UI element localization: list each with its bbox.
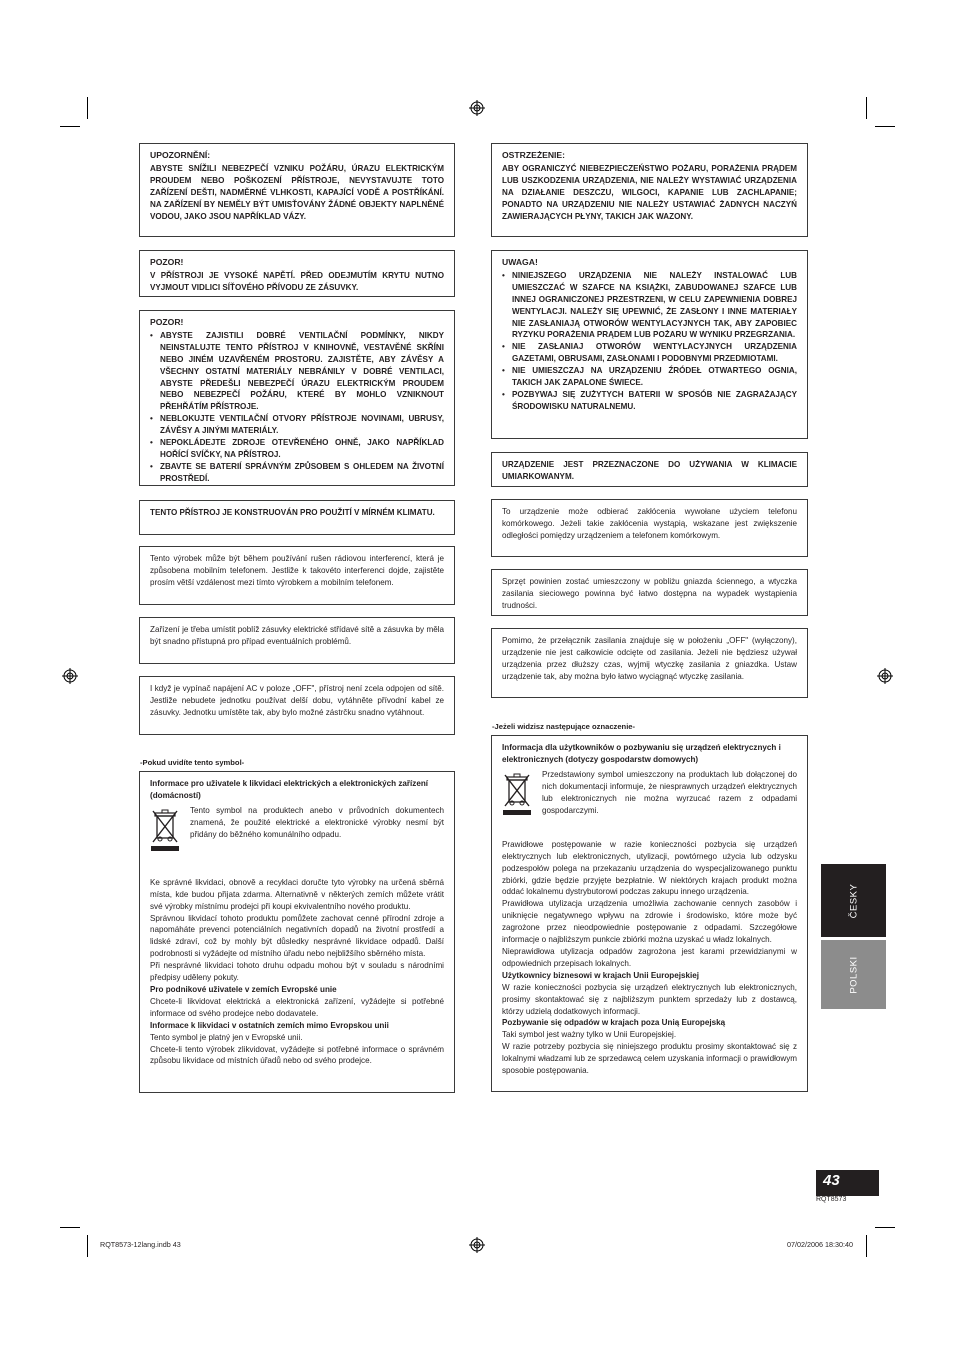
crop-mark <box>60 126 80 127</box>
cz-outlet-box <box>139 617 455 664</box>
cz-symbol-heading: -Pokud uvidíte tento symbol- <box>140 758 245 767</box>
registration-mark-icon <box>877 668 893 684</box>
pl-disposal-intro: Przedstawiony symbol umieszczony na produktach lub dołączonej do nich dokumentacji informuje, że niesprawnych urządzeń elektrycznych lub elektronicznych nie można wyrzucać razem z odpadami gospodarczymi. <box>542 769 797 815</box>
cz-outside-p1: Tento symbol je platný jen v Evropské unii. <box>150 1032 303 1042</box>
cz-pozor-box <box>139 250 455 297</box>
pl-disposal-p1: Prawidłowe postępowanie w razie konieczności pozbycia się urządzeń elektrycznych lub elektronicznych, utylizacji, powtórnego użycia lub odzysku podzespołów polega na przekazaniu urządzenia do wyspecjalizowanego punktu zbiórki, gdzie będzie przyjęte bezpłatnie. W niektórych krajach produkt można oddać lokalnemu dystrybutorowi podczas zakupu innego urządzenia. <box>502 839 797 897</box>
language-tab-cesky-label: ČESKY <box>848 883 859 918</box>
pl-standby-text: Pomimo, że przełącznik zasilania znajduje się w położeniu „OFF" (wyłączony), urządzenie nie jest całkowicie odcięte od zasilania. Jeżeli nie będziesz używał urządzenia przez dłuższy czas, wyjmij wtyczkę zasilania z gniazdka. Ustaw urządzenie tak, aby można było łatwo wyciągnąć wtyczkę zasilania. <box>502 636 797 681</box>
pl-standby-box <box>491 628 808 698</box>
cz-pozor-ventilation-box <box>139 310 455 486</box>
pl-disposal-p3: Nieprawidłowa utylizacja odpadów zagrożona jest karami przewidzianymi w odpowiednich przepisach lokalnych. <box>502 946 797 968</box>
crossed-out-bin-icon <box>502 771 532 817</box>
language-tab-cesky <box>821 864 886 937</box>
pl-uwaga-list <box>502 270 797 413</box>
list-item: • ZBAVTE SE BATERIÍ SPRÁVNÝM ZPŮSOBEM S OHLEDEM NA ŽIVOTNÍ PROSTŘEDÍ. <box>150 461 444 485</box>
crop-mark <box>875 1227 895 1228</box>
cz-disposal-p3: Při nesprávné likvidaci tohoto druhu odpadu mohou být v souladu s národními předpisy uděleny pokuty. <box>150 961 444 983</box>
language-tab-polski-label: POLSKI <box>848 955 859 994</box>
crossed-out-bin-icon <box>150 807 180 853</box>
registration-mark-icon <box>469 100 485 116</box>
list-item: • ABYSTE ZAJISTILI DOBRÉ VENTILAČNÍ PODMÍNKY, NIKDY NEINSTALUJTE TENTO PŘÍSTROJ V KNIHOVNĚ, VESTAVĚNÉ SKŘÍNI NEBO JINÉM UZAVŘENÉM PROSTORU. ZAJISTĚTE, ABY ZÁVĚSY A VŠECHNY OSTATNÍ MATERIÁLY NEBRÁNILY V DOBRÉ VENTILACI, ABYSTE PŘEDEŠLI NEBEZPEČÍ ÚRAZU ELEKTRICKÝM PROUDEM NEBO NEBEZPEČÍ POŽÁRU, KTERÉ BY MOHLO VZNIKNOUT PŘEHŘÁTÍM PŘÍSTROJE. <box>150 330 444 413</box>
pl-outside-p2: W razie potrzeby pozbycia się niniejszego produktu prosimy skontaktować się z lokalnymi władzami lub ze sprzedawcą celem uzyskania informacji o prawidłowym sposobie postępowania. <box>502 1042 797 1076</box>
cz-phone-text: Tento výrobek může být během používání rušen rádiovou interferencí, která je způsobena mobilním telefonem. Jestliže k takovéto interferenci dojde, zajistěte prosím větší vzdálenost mezi tímto výrobkem a mobilním telefonem. <box>150 554 444 587</box>
cz-outside-p2: Chcete-li tento výrobek zlikvidovat, vyžádejte si potřebné informace o správném způsobu likvidace od místních úřadů nebo od svého prodejce. <box>150 1044 444 1066</box>
pl-outside-heading: Pozbywanie się odpadów w krajach poza Unią Europejską <box>502 1018 726 1028</box>
crop-mark <box>875 126 895 127</box>
list-item: • NINIEJSZEGO URZĄDZENIA NIE NALEŻY INSTALOWAĆ LUB UMIESZCZAĆ W SZAFCE NA KSIĄŻKI, ZABUDOWANEJ SZAFCE LUB INNEJ OGRANICZONEJ PRZESTRZENI, W CELU ZAPEWNIENIA DOBREJ WENTYLACJI. NALEŻY SIĘ UPEWNIĆ, ŻE ZASŁONY I INNE MATERIAŁY NIE ZASŁANIAJĄ OTWORÓW WENTYLACYJNYCH TAK, ABY ZAPOBIEC RYZYKU PORAŻENIA PRĄDEM LUB POŻARU W WYNIKU PRZEGRZANIA. <box>502 270 797 341</box>
pl-phone-text: To urządzenie może odbierać zakłócenia wywołane użyciem telefonu komórkowego. Jeżeli takie zakłócenia wystąpią, wskazane jest zwiększenie odległości pomiędzy urządzeniem a telefonem komórkowym. <box>502 507 797 540</box>
cz-warning-text: ABYSTE SNÍŽILI NEBEZPEČÍ VZNIKU POŽÁRU, ÚRAZU ELEKTRICKÝM PROUDEM NEBO POŠKOZENÍ PŘÍSTROJE, NEVYSTAVUJTE TOTO ZAŘÍZENÍ DEŠTI, NADMĚRNÉ VLHKOSTI, KAPAJÍCÍ VODĚ A POSTŘÍKÁNÍ. NA ZAŘÍZENÍ BY NEMĚLY BÝT UMISŤOVÁNY ŽÁDNÉ OBJEKTY NAPLNĚNÉ VODOU, JAKO JSOU NAPŘÍKLAD VÁZY. <box>150 163 444 221</box>
pl-climate-box <box>491 452 808 487</box>
cz-business-heading: Pro podnikové uživatele v zemích Evropské unie <box>150 984 337 994</box>
cz-disposal-box <box>139 771 455 1093</box>
cz-pozor-title: POZOR! <box>150 257 184 267</box>
pl-warning-box <box>491 143 808 237</box>
cz-warning-title: UPOZORNĚNÍ: <box>150 150 211 160</box>
pl-outlet-text: Sprzęt powinien zostać umieszczony w pobliżu gniazda ściennego, a wtyczka zasilania sieciowego powinna być łatwo dostępna na wypadek wystąpienia trudności. <box>502 577 797 610</box>
pl-phone-box <box>491 499 808 557</box>
crop-mark <box>866 1235 867 1257</box>
cz-disposal-p1: Ke správné likvidaci, obnově a recyklaci doručte tyto výrobky na určená sběrná místa, kde budou přijata zdarma. Alternativně v některých zemích můžete vrátit své výrobky místnímu prodejci při koupi ekvivalentního nového produktu. <box>150 877 444 911</box>
language-tab-polski <box>821 940 886 1009</box>
cz-standby-text: I když je vypínač napájení AC v poloze „OFF", přístroj není zcela odpojen od sítě. Jestliže nebudete jednotku používat delší dobu, vytáhněte přívodní kabel ze zásuvky. Jednotku umístěte tak, aby bylo možné zástrčku snadno vytáhnout. <box>150 684 444 717</box>
cz-phone-box <box>139 546 455 605</box>
cz-outside-heading: Informace k likvidaci v ostatních zemích mimo Evropskou unii <box>150 1020 389 1030</box>
registration-mark-icon <box>62 668 78 684</box>
pl-business-text: W razie konieczności pozbycia się urządzeń elektrycznych lub elektronicznych, prosimy skontaktować się z najbliższym punktem sprzedaży lub z dostawcą, którzy udzielą dodatkowych informacji. <box>502 982 797 1016</box>
cz-business-text: Chcete-li likvidovat elektrická a elektronická zařízení, vyžádejte si potřebné informace od svého prodejce nebo dodavatele. <box>150 996 444 1018</box>
cz-pozor-text: V PŘÍSTROJI JE VYSOKÉ NAPĚTÍ. PŘED ODEJMUTÍM KRYTU NUTNO VYJMOUT VIDLICI SÍŤOVÉHO PŘÍVODU ZE ZÁSUVKY. <box>150 270 444 292</box>
registration-mark-icon <box>469 1237 485 1253</box>
cz-pozor-ventilation-title: POZOR! <box>150 317 184 327</box>
cz-standby-box <box>139 676 455 735</box>
cz-disposal-intro: Tento symbol na produktech anebo v průvodních dokumentech znamená, že použité elektrické a elektronické výrobky nesmí být přidány do běžného komunálního odpadu. <box>190 805 444 839</box>
cz-disposal-p2: Správnou likvidací tohoto produktu pomůžete zachovat cenné přírodní zdroje a napomáháte prevenci potenciálních negativních dopadů na životní prostředí a lidské zdraví, což by mohly být důsledky nesprávné likvidace odpadů. Další podrobnosti si vyžádejte od místního úřadu nebo nejbližšího sběrného místa. <box>150 913 444 959</box>
cz-climate-box <box>139 500 455 535</box>
pl-uwaga-title: UWAGA! <box>502 257 538 267</box>
crop-mark <box>60 1227 80 1228</box>
cz-pozor-list <box>150 330 444 485</box>
pl-uwaga-box <box>491 250 808 439</box>
crop-mark <box>87 97 88 119</box>
list-item: • NIE ZASŁANIAJ OTWORÓW WENTYLACYJNYCH URZĄDZENIA GAZETAMI, OBRUSAMI, ZASŁONAMI I PODOBNYMI PRZEDMIOTAMI. <box>502 341 797 365</box>
list-item: • NEBLOKUJTE VENTILAČNÍ OTVORY PŘÍSTROJE NOVINAMI, UBRUSY, ZÁVĚSY A JINÝMI MATERIÁLY. <box>150 413 444 437</box>
crop-mark <box>866 97 867 119</box>
list-item: • NIE UMIESZCZAJ NA URZĄDZENIU ŹRÓDEŁ OTWARTEGO OGNIA, TAKICH JAK ZAPALONE ŚWIECE. <box>502 365 797 389</box>
pl-symbol-heading: -Jeżeli widzisz następujące oznaczenie- <box>492 722 636 731</box>
pl-disposal-p2: Prawidłowa utylizacja urządzenia umożliwia zachowanie cennych zasobów i uniknięcie negatywnego wpływu na zdrowie i środowisko, które może być zagrożone przez nieodpowiednie postępowanie z odpadami. Szczegółowe informacje o najbliższym punkcie zbiórki można uzyskać u władz lokalnych. <box>502 899 797 945</box>
page-code: RQT8573 <box>816 1196 847 1203</box>
pl-outside-p1: Taki symbol jest ważny tylko w Unii Europejskiej. <box>502 1030 677 1040</box>
pl-disposal-title: Informacja dla użytkowników o pozbywaniu się urządzeń elektrycznych i elektronicznych (dotyczy gospodarstw domowych) <box>502 743 781 764</box>
footer-datetime: 07/02/2006 18:30:40 <box>787 1240 853 1249</box>
pl-warning-title: OSTRZEŻENIE: <box>502 150 566 160</box>
cz-climate-text: TENTO PŘÍSTROJ JE KONSTRUOVÁN PRO POUŽITÍ V MÍRNÉM KLIMATU. <box>150 508 435 517</box>
list-item: • NEPOKLÁDEJTE ZDROJE OTEVŘENÉHO OHNĚ, JAKO NAPŘÍKLAD HOŘÍCÍ SVÍČKY, NA PŘÍSTROJ. <box>150 437 444 461</box>
pl-climate-text: URZĄDZENIE JEST PRZEZNACZONE DO UŻYWANIA W KLIMACIE UMIARKOWANYM. <box>502 460 797 481</box>
pl-disposal-box <box>491 735 808 1092</box>
cz-warning-box <box>139 143 455 237</box>
pl-outlet-box <box>491 569 808 616</box>
crop-mark <box>87 1235 88 1257</box>
footer-file: RQT8573-12lang.indb 43 <box>100 1240 181 1249</box>
pl-warning-text: ABY OGRANICZYĆ NIEBEZPIECZEŃSTWO POŻARU, PORAŻENIA PRĄDEM LUB USZKODZENIA URZĄDZENIA, NIE NALEŻY WYSTAWIAĆ URZĄDZENIA NA DZIAŁANIE DESZCZU, WILGOCI, KAPANIE LUB ZACHLAPANIE; PONADTO NA URZĄDZENIU NIE NALEŻY USTAWIAĆ ŻADNYCH NACZYŃ ZAWIERAJĄCYCH PŁYNY, TAKICH JAK WAZONY. <box>502 163 797 221</box>
pl-business-heading: Użytkownicy biznesowi w krajach Unii Europejskiej <box>502 970 700 980</box>
cz-disposal-title: Informace pro uživatele k likvidaci elektrických a elektronických zařízení (domácností) <box>150 779 429 800</box>
page-number: 43 <box>823 1172 840 1189</box>
list-item: • POZBYWAJ SIĘ ZUŻYTYCH BATERII W SPOSÓB NIE ZAGRAŻAJĄCY ŚRODOWISKU NATURALNEMU. <box>502 389 797 413</box>
cz-outlet-text: Zařízení je třeba umístit poblíž zásuvky elektrické střídavé sítě a zásuvka by měla být snadno přístupná pro případ eventuálních problémů. <box>150 625 444 646</box>
